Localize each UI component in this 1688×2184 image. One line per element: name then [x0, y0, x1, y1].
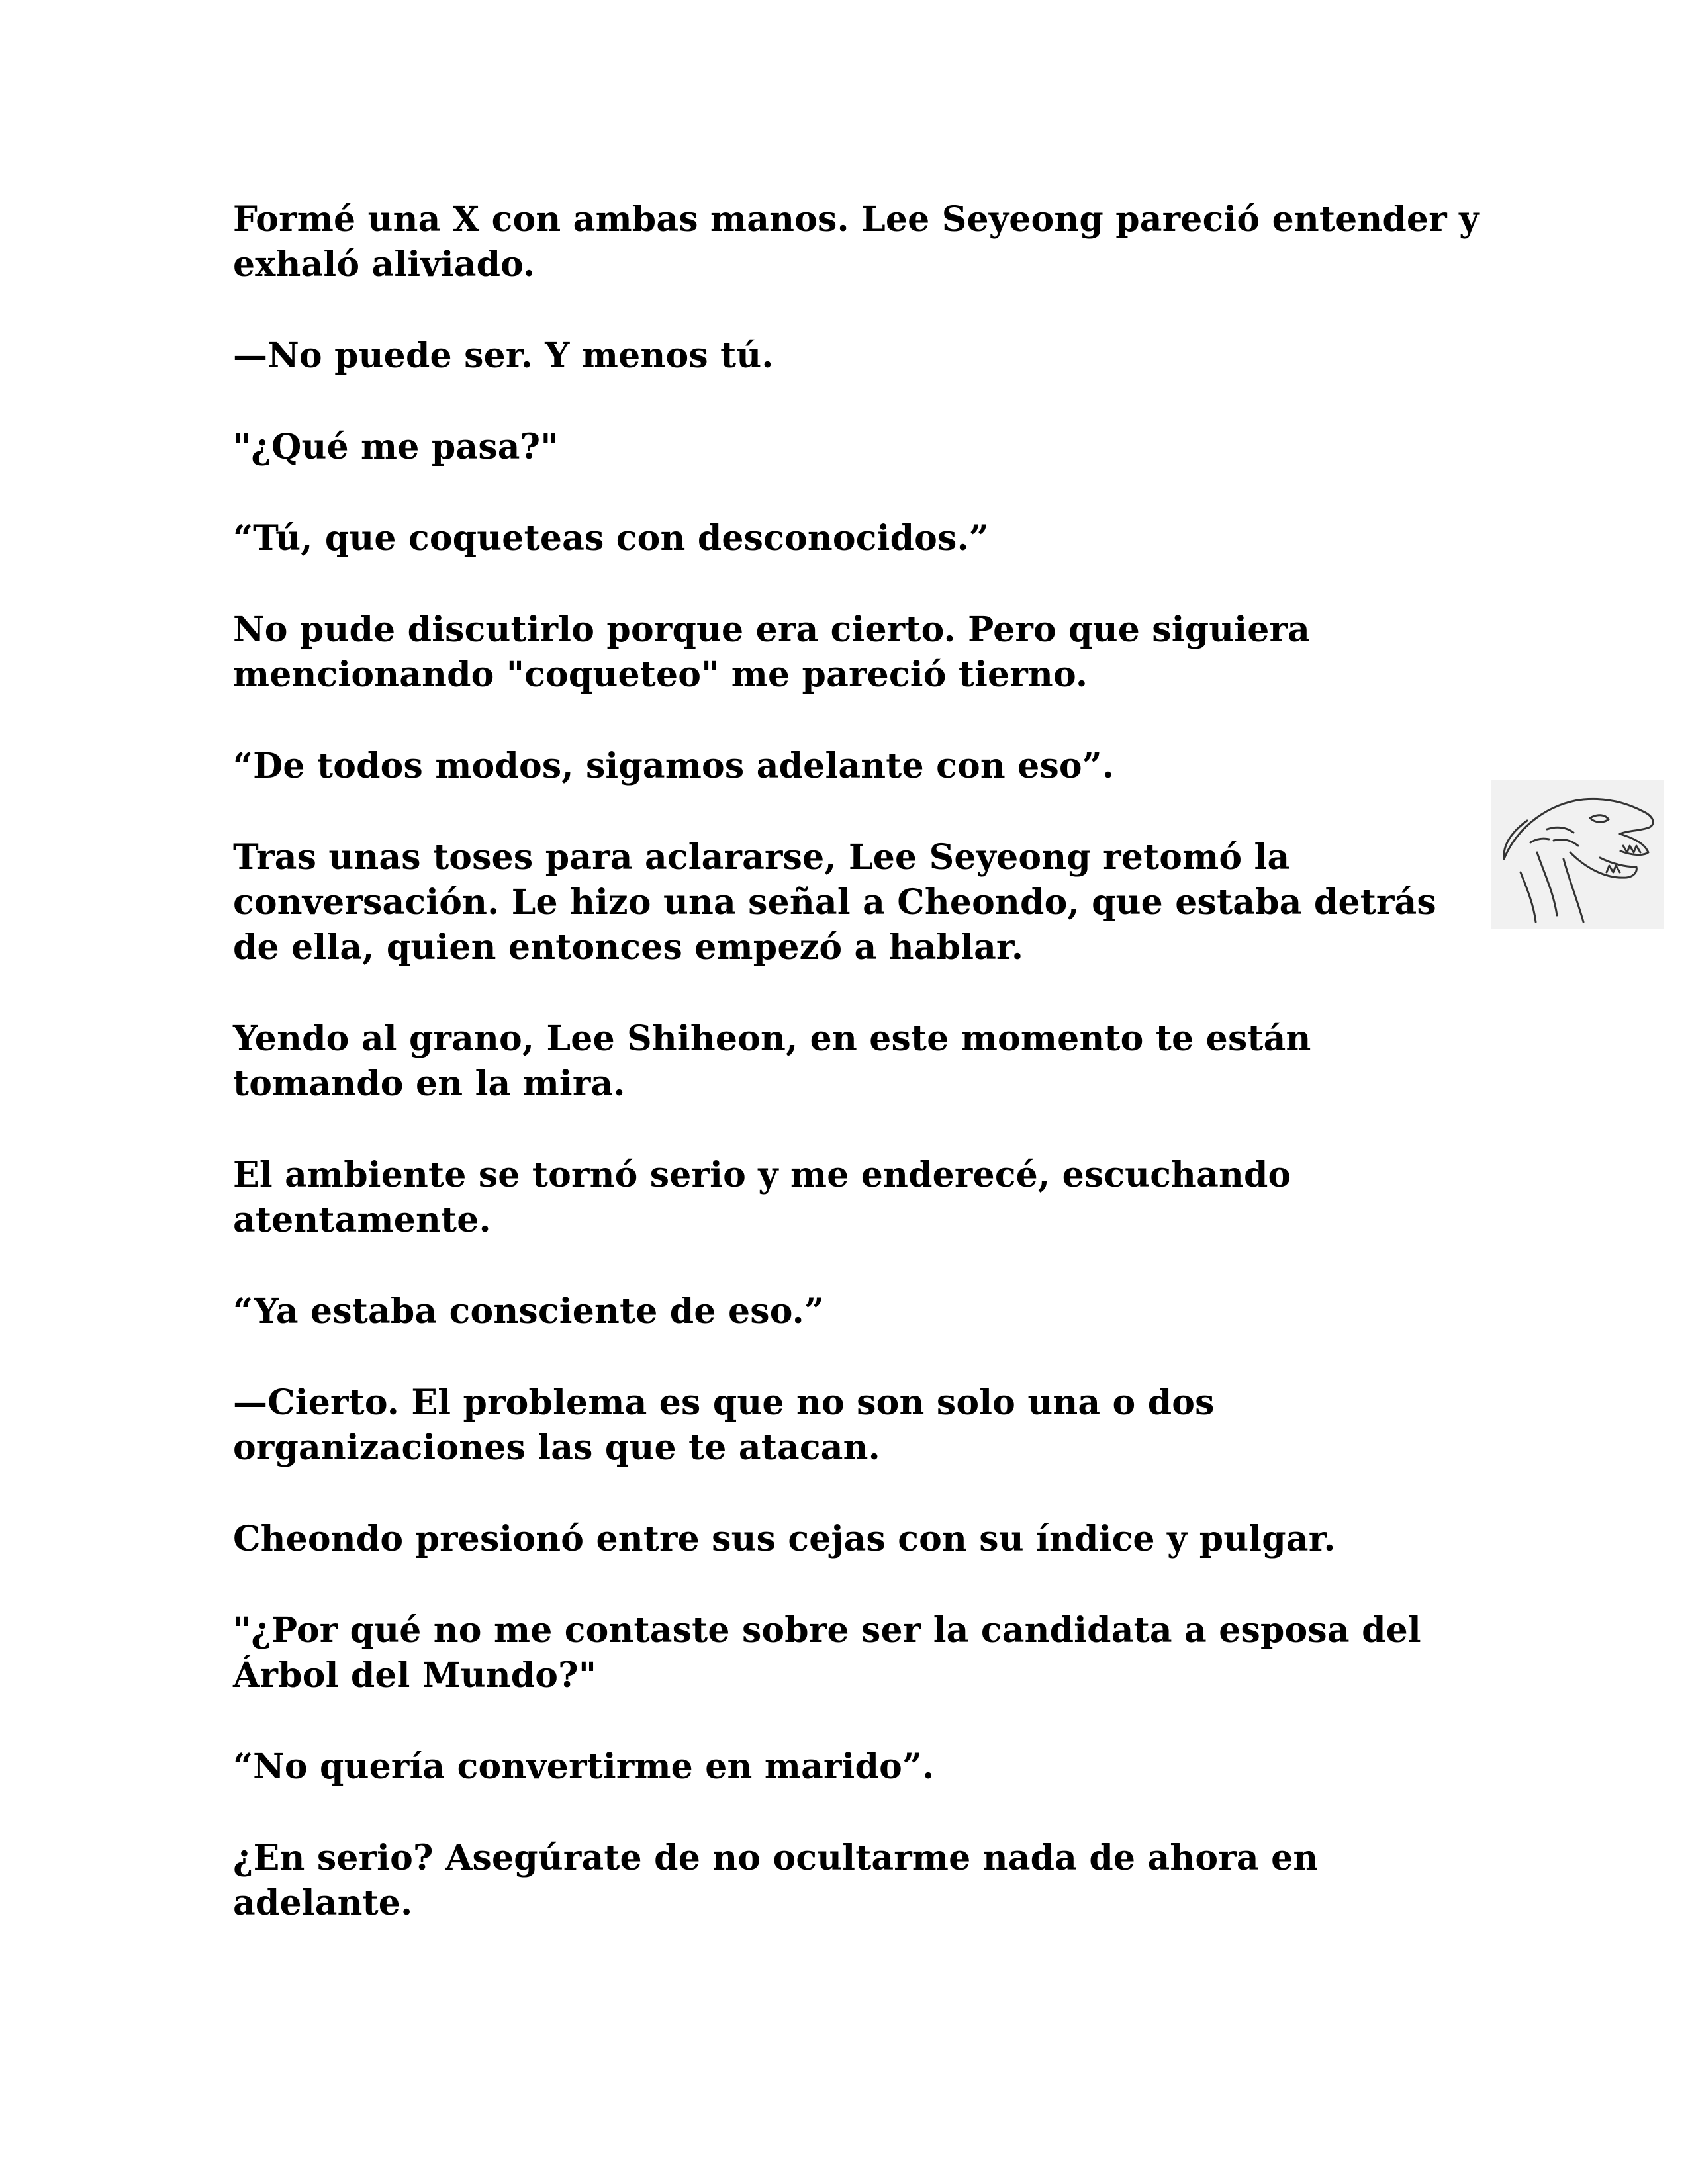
paragraph: “Ya estaba consciente de eso.” [233, 1291, 825, 1332]
dinosaur-head-icon [1491, 780, 1664, 929]
paragraph: "¿Por qué no me contaste sobre ser la candidata a esposa del Árbol del Mundo?" [233, 1610, 1421, 1696]
paragraph: ¿En serio? Asegúrate de no ocultarme nada de ahora en adelante. [233, 1838, 1319, 1923]
paragraph: “Tú, que coqueteas con desconocidos.” [233, 518, 989, 559]
paragraph: Yendo al grano, Lee Shiheon, en este momento te están tomando en la mira. [233, 1019, 1311, 1104]
paragraph: “No quería convertirme en marido”. [233, 1747, 935, 1787]
paragraph: “De todos modos, sigamos adelante con eso”. [233, 746, 1115, 786]
body-text [233, 197, 1491, 1972]
paragraph: El ambiente se tornó serio y me enderecé, escuchando atentamente. [233, 1155, 1291, 1240]
paragraph: —Cierto. El problema es que no son solo una o dos organizaciones las que te atacan. [233, 1383, 1215, 1468]
paragraph: Formé una X con ambas manos. Lee Seyeong pareció entender y exhaló aliviado. [233, 199, 1479, 285]
paragraph: Tras unas toses para aclararse, Lee Seyeong retomó la conversación. Le hizo una señal a Cheondo, que estaba detrás de ella, quien entonces empezó a hablar. [233, 837, 1436, 968]
paragraph: "¿Qué me pasa?" [233, 427, 559, 467]
paragraph: No pude discutirlo porque era cierto. Pero que siguiera mencionando "coqueteo" me pareció tierno. [233, 610, 1311, 695]
paragraph: —No puede ser. Y menos tú. [233, 336, 774, 376]
paragraph: Cheondo presionó entre sus cejas con su índice y pulgar. [233, 1519, 1336, 1559]
